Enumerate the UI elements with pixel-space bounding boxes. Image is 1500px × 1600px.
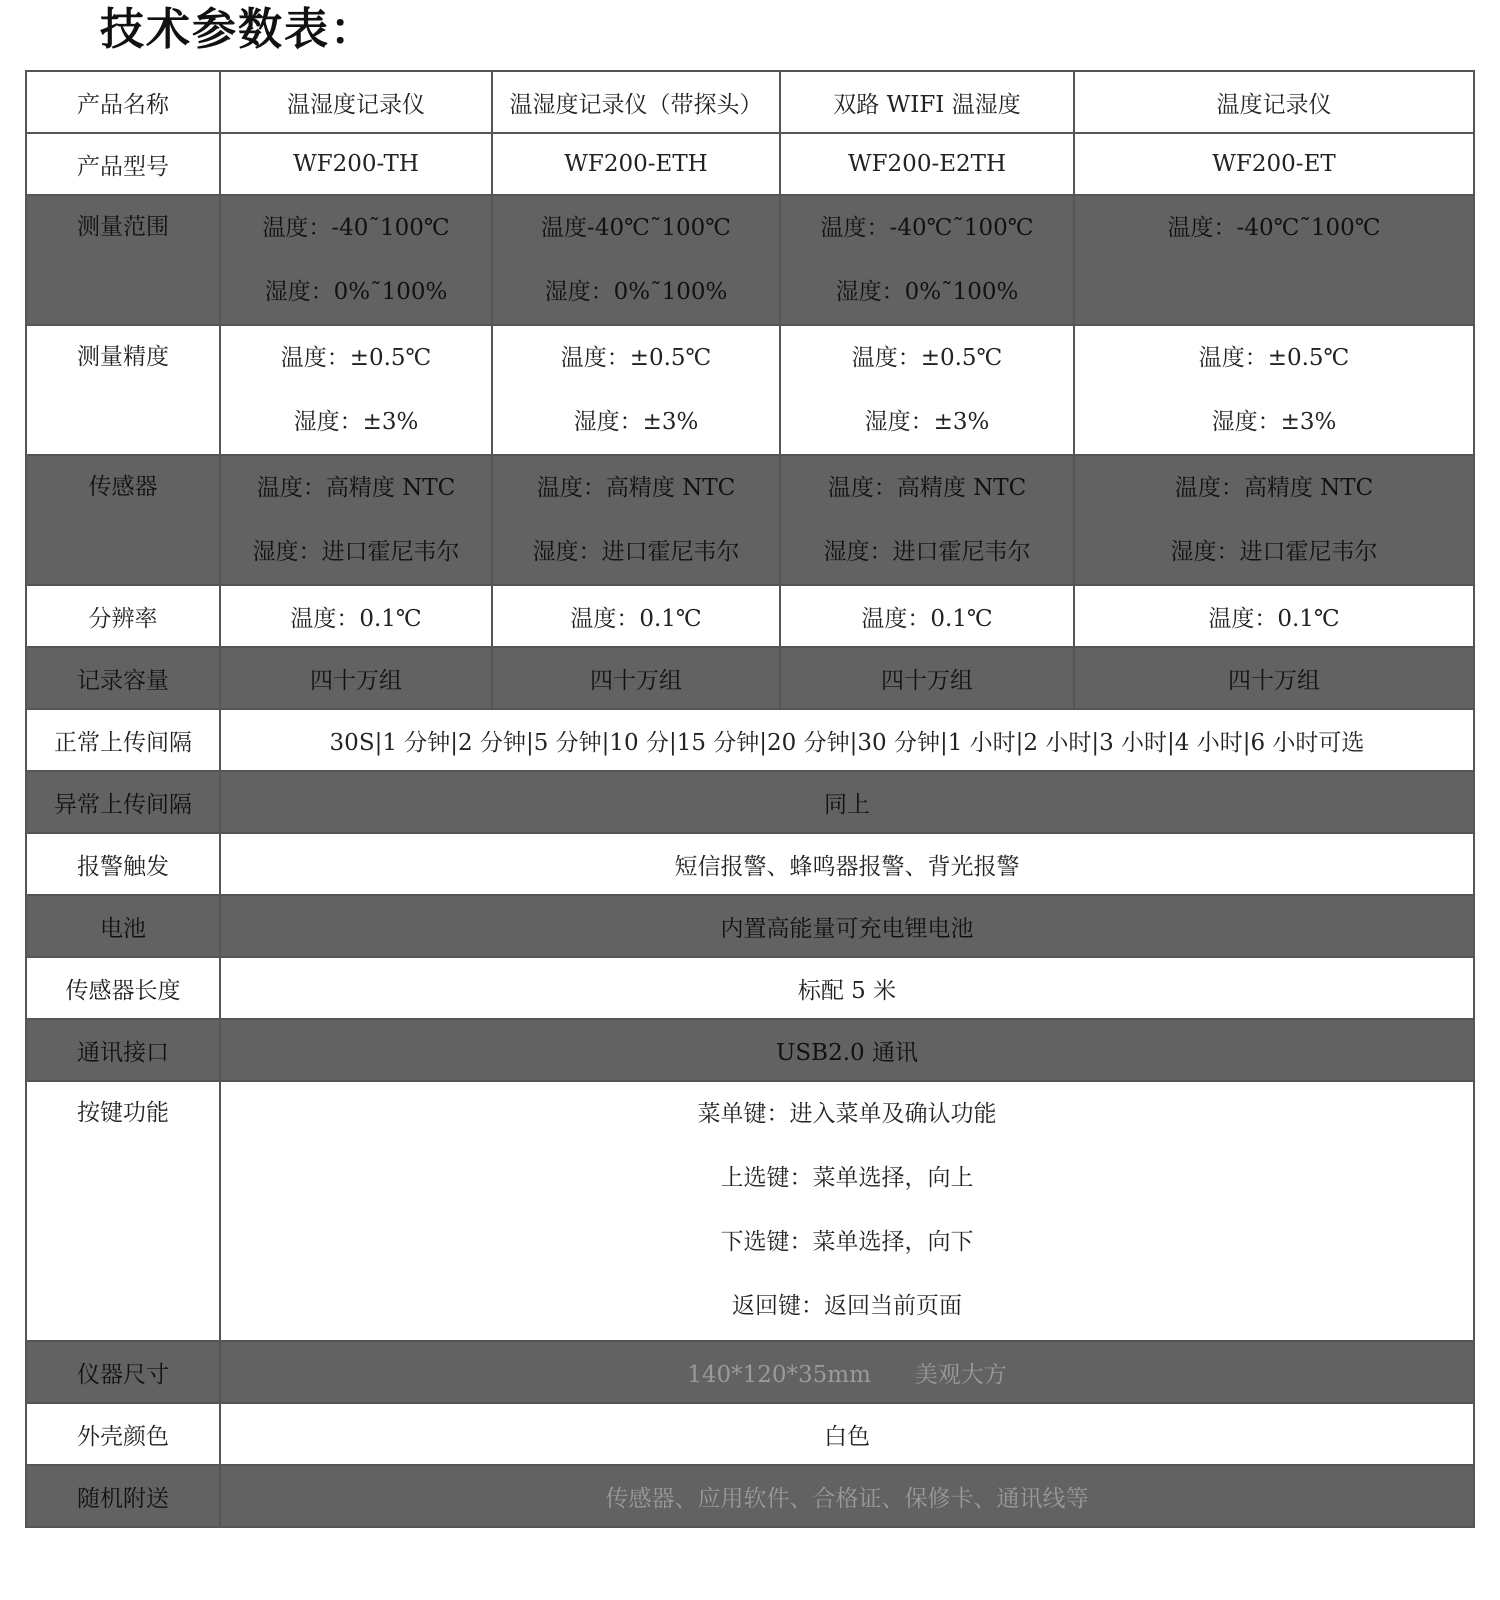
model-cell: WF200-ETH [492,133,780,195]
capacity-cell: 四十万组 [492,647,780,709]
range-temp: 温度：-40˜100℃ [262,215,450,241]
row-label: 随机附送 [26,1465,220,1527]
row-capacity [26,647,1474,709]
range-cell [220,195,492,325]
accuracy-cell [492,325,780,455]
row-sensor [26,455,1474,585]
sensor-length-value: 标配 5 米 [220,957,1474,1019]
row-abnormal-interval [26,771,1474,833]
accuracy-hum: 湿度：±3% [1211,409,1337,435]
row-label: 按键功能 [26,1081,220,1341]
sensor-hum: 湿度：进口霍尼韦尔 [1170,539,1378,565]
row-label: 通讯接口 [26,1019,220,1081]
range-hum: 湿度：0%˜100% [264,279,448,305]
row-model [26,133,1474,195]
range-cell [780,195,1074,325]
row-accuracy [26,325,1474,455]
battery-value: 内置高能量可充电锂电池 [220,895,1474,957]
model-cell: WF200-E2TH [780,133,1074,195]
row-label: 电池 [26,895,220,957]
capacity-cell: 四十万组 [1074,647,1474,709]
sensor-cell [220,455,492,585]
row-battery [26,895,1474,957]
product-name-cell: 温湿度记录仪（带探头） [492,71,780,133]
sensor-temp: 温度：高精度 NTC [827,475,1027,501]
sensor-cell [1074,455,1474,585]
product-name-cell: 温度记录仪 [1074,71,1474,133]
row-accessories [26,1465,1474,1527]
row-sensor-length [26,957,1474,1019]
row-label: 传感器 [26,455,220,585]
range-cell [1074,195,1474,325]
resolution-cell: 温度：0.1℃ [492,585,780,647]
product-name-cell: 温湿度记录仪 [220,71,492,133]
row-normal-interval [26,709,1474,771]
row-label: 分辨率 [26,585,220,647]
accuracy-temp: 温度：±0.5℃ [280,345,432,371]
product-name-cell: 双路 WIFI 温湿度 [780,71,1074,133]
model-cell: WF200-ET [1074,133,1474,195]
alarm-value: 短信报警、蜂鸣器报警、背光报警 [220,833,1474,895]
row-label: 外壳颜色 [26,1403,220,1465]
normal-interval-value: 30S|1 分钟|2 分钟|5 分钟|10 分|15 分钟|20 分钟|30 分钟|1 小时|2 小时|3 小时|4 小时|6 小时可选 [220,709,1474,771]
accuracy-cell [780,325,1074,455]
capacity-cell: 四十万组 [220,647,492,709]
row-keys [26,1081,1474,1341]
resolution-cell: 温度：0.1℃ [780,585,1074,647]
sensor-temp: 温度：高精度 NTC [536,475,736,501]
model-cell: WF200-TH [220,133,492,195]
sensor-hum: 湿度：进口霍尼韦尔 [823,539,1031,565]
accuracy-temp: 温度：±0.5℃ [560,345,712,371]
range-temp: 温度：-40℃˜100℃ [1167,215,1381,241]
row-label: 测量范围 [26,195,220,325]
sensor-hum: 湿度：进口霍尼韦尔 [252,539,460,565]
page-title: 技术参数表： [100,4,376,55]
range-temp: 温度：-40℃˜100℃ [820,215,1034,241]
key-down: 下选键：菜单选择，向下 [720,1229,974,1255]
row-resolution [26,585,1474,647]
accuracy-cell [220,325,492,455]
row-product-name [26,71,1474,133]
accuracy-temp: 温度：±0.5℃ [851,345,1003,371]
accuracy-hum: 湿度：±3% [573,409,699,435]
resolution-cell: 温度：0.1℃ [220,585,492,647]
sensor-cell [492,455,780,585]
range-cell [492,195,780,325]
range-hum: 湿度：0%˜100% [544,279,728,305]
row-interface [26,1019,1474,1081]
keys-value [220,1081,1474,1341]
key-menu: 菜单键：进入菜单及确认功能 [697,1101,997,1127]
row-label: 正常上传间隔 [26,709,220,771]
range-temp: 温度-40℃˜100℃ [541,215,731,241]
accuracy-hum: 湿度：±3% [864,409,990,435]
accuracy-hum: 湿度：±3% [293,409,419,435]
accuracy-cell [1074,325,1474,455]
row-label: 测量精度 [26,325,220,455]
row-size [26,1341,1474,1403]
size-value: 140*120*35mm 美观大方 [220,1341,1474,1403]
row-label: 记录容量 [26,647,220,709]
row-label: 报警触发 [26,833,220,895]
resolution-cell: 温度：0.1℃ [1074,585,1474,647]
spec-table [25,70,1475,1528]
interface-value: USB2.0 通讯 [220,1019,1474,1081]
sensor-cell [780,455,1074,585]
key-back: 返回键：返回当前页面 [732,1293,962,1319]
accuracy-temp: 温度：±0.5℃ [1198,345,1350,371]
abnormal-interval-value: 同上 [220,771,1474,833]
row-label: 产品名称 [26,71,220,133]
capacity-cell: 四十万组 [780,647,1074,709]
row-range [26,195,1474,325]
row-shell-color [26,1403,1474,1465]
sensor-temp: 温度：高精度 NTC [1174,475,1374,501]
row-alarm [26,833,1474,895]
row-label: 仪器尺寸 [26,1341,220,1403]
key-up: 上选键：菜单选择，向上 [720,1165,974,1191]
row-label: 传感器长度 [26,957,220,1019]
row-label: 异常上传间隔 [26,771,220,833]
sensor-hum: 湿度：进口霍尼韦尔 [532,539,740,565]
range-hum: 湿度：0%˜100% [835,279,1019,305]
sensor-temp: 温度：高精度 NTC [256,475,456,501]
shell-color-value: 白色 [220,1403,1474,1465]
accessories-value: 传感器、应用软件、合格证、保修卡、通讯线等 [220,1465,1474,1527]
row-label: 产品型号 [26,133,220,195]
